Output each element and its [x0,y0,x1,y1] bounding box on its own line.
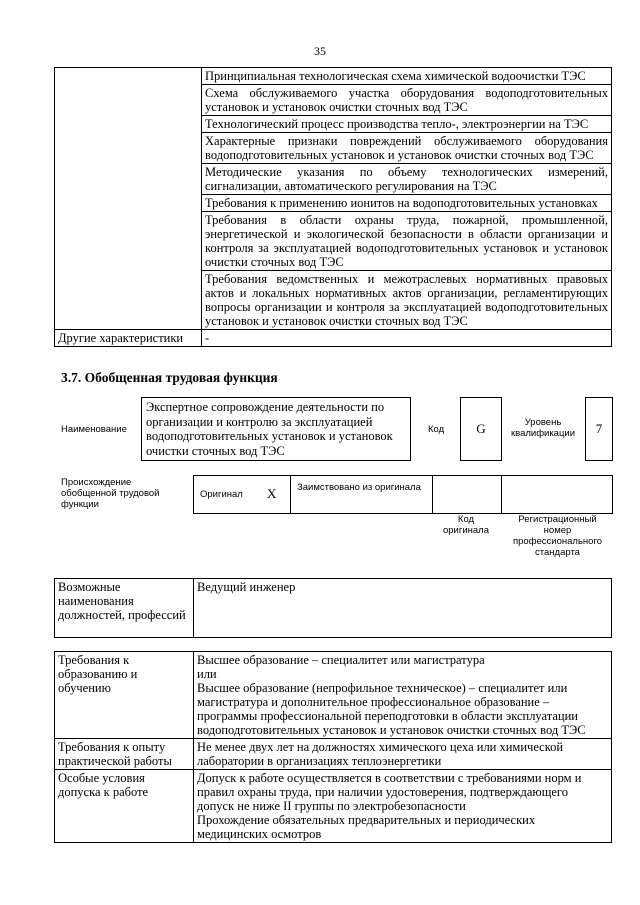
text-line: Не менее двух лет на должностях химического цеха или химической лаборатории в организациях теплоэнергетики [197,740,564,768]
education-label: Требования к образованию и обучению [55,652,194,739]
table-row [55,330,612,347]
table-cell: Характерные признаки повреждений обслуживаемого оборудования водоподготовительных установок и установок очистки сточных вод ТЭС [202,133,612,164]
table-cell: Принципиальная технологическая схема химической водоочистки ТЭС [202,68,612,85]
code-label: Код [428,424,445,435]
table-row [55,739,612,770]
page-number: 35 [314,44,326,58]
origin-table [193,475,613,514]
text-line: или [197,667,217,681]
knowledge-table [54,67,612,347]
code-box: G [460,397,502,461]
table-row [55,579,612,638]
requirements-table [54,651,612,843]
other-label: Другие характеристики [55,330,202,347]
positions-table [54,578,612,638]
table-row [55,770,612,843]
text-line: Прохождение обязательных предварительных и периодических медицинских осмотров [197,813,536,841]
level-label: Уровень квалификации [510,417,576,439]
function-name-box: Экспертное сопровождение деятельности по организации и контролю за эксплуатацией водоподготовительных установок и установок очистки сточных вод ТЭС [141,397,411,461]
table-row [55,68,612,85]
original-mark: X [267,486,277,501]
empty-cell [55,68,202,330]
experience-value [194,739,612,770]
other-value: - [202,330,612,347]
original-label: Оригинал [200,489,243,500]
conditions-value [194,770,612,843]
positions-label: Возможные наименования должностей, профессий [55,579,194,638]
text-line: Высшее образование – специалитет или магистратура [197,653,485,667]
conditions-label: Особые условия допуска к работе [55,770,194,843]
table-cell: Схема обслуживаемого участка оборудования водоподготовительных установок и установок очистки сточных вод ТЭС [202,85,612,116]
section-heading: 3.7. Обобщенная трудовая функция [61,370,278,385]
experience-label: Требования к опыту практической работы [55,739,194,770]
table-cell: Методические указания по объему технологических измерений, сигнализации, автоматического регулирования на ТЭС [202,164,612,195]
divider [290,476,291,513]
origin-label: Происхождение обобщенной трудовой функции [61,477,160,510]
reg-number-caption: Регистрационный номер профессионального стандарта [513,514,602,558]
table-cell: Требования к применению ионитов на водоподготовительных установках [202,195,612,212]
table-cell: Требования в области охраны труда, пожарной, промышленной, энергетической и экологической безопасности в области организации и контроля за эксплуатацией водоподготовительных установок и установок очистки сточных вод ТЭС [202,212,612,271]
positions-value: Ведущий инженер [194,579,612,638]
text-line: Допуск к работе осуществляется в соответствии с требованиями норм и правил охраны труда, при наличии удостоверения, подтверждающего допуск не ниже II группы по электробезопасности [197,771,582,813]
table-row [55,652,612,739]
education-value [194,652,612,739]
table-cell: Требования ведомственных и межотраслевых нормативных правовых актов и локальных нормативных актов организации, регламентирующих вопросы организации и контроля за эксплуатацией водоподготовительных установок и установок очистки сточных вод ТЭС [202,271,612,330]
code-original-caption: Код оригинала [442,514,489,536]
text-line: Высшее образование (непрофильное техническое) – специалитет или магистратура и дополнительное профессиональное образование – программы профессиональной переподготовки в области эксплуатации водоподготовительных установок и установок очистки сточных вод ТЭС [197,681,586,737]
level-box: 7 [585,397,613,461]
borrowed-label: Заимствовано из оригинала [297,482,421,493]
table-cell: Технологический процесс производства тепло-, электроэнергии на ТЭС [202,116,612,133]
divider [432,476,433,513]
divider [501,476,502,513]
name-label: Наименование [61,424,127,435]
